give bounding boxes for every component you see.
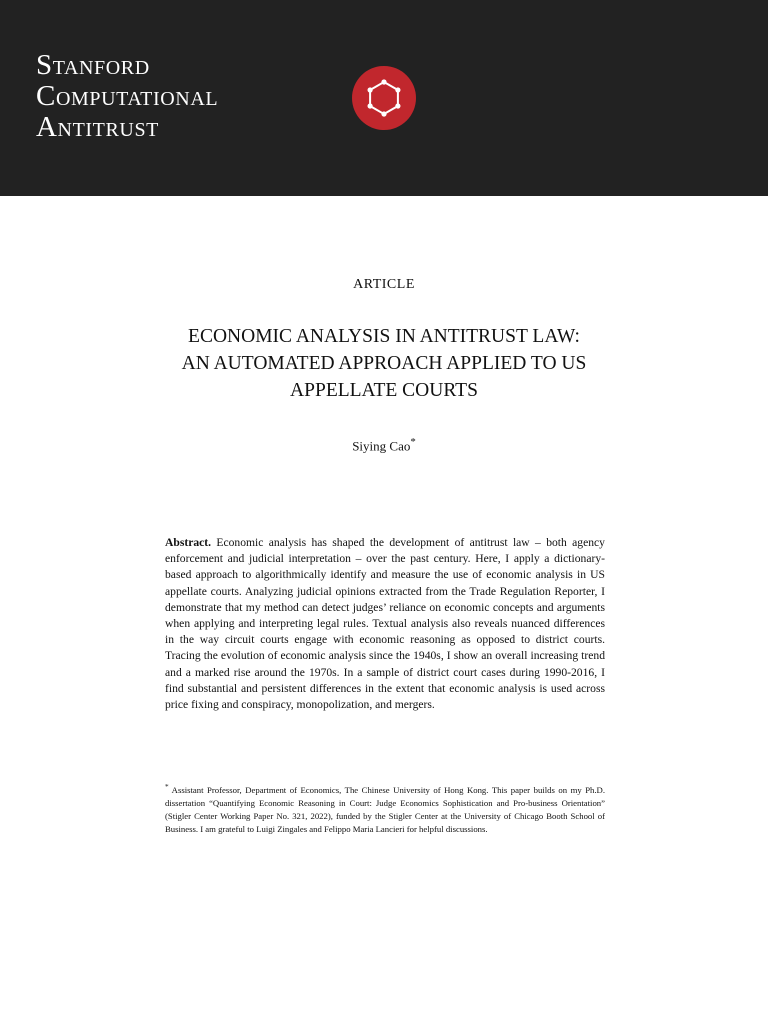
brand-line-1: Stanford (36, 49, 150, 81)
author-footnote-mark: * (410, 436, 416, 448)
article-type-label: ARTICLE (353, 277, 415, 292)
footnote (165, 781, 605, 836)
brand-line-2: Computational (36, 80, 219, 112)
title-line-1: ECONOMIC ANALYSIS IN ANTITRUST LAW: (188, 326, 580, 347)
abstract-text: Economic analysis has shaped the development of antitrust law – both agency enforcement and judicial interpretation – over the past century. Here, I apply a dictionary-based approach to algorithmically identify and measure the use of economic analysis in US appellate courts. Analyzing judicial opinions extracted from the Trade Regulation Reporter, I demonstrate that my method can detect judges’ reliance on economic concepts and arguments when applying and interpreting legal rules. Textual analysis also reveals nuanced differences in the way circuit courts engage with economic reasoning as opposed to district courts. Tracing the evolution of economic analysis since the 1940s, I show an overall increasing trend and a marked rise around the 1970s. In a sample of district court cases during 1990-2016, I find substantial and persistent differences in the extent that economic analysis is used across price fixing and conspiracy, monopolization, and mergers. (165, 536, 605, 712)
title-line-2: AN AUTOMATED APPROACH APPLIED TO US (181, 353, 587, 374)
abstract (165, 535, 605, 713)
brand-line-3: Antitrust (36, 111, 160, 143)
brand-wordmark (36, 50, 218, 143)
hexagon-network-icon (352, 66, 416, 130)
logo-circle (352, 66, 416, 130)
footnote-text: Assistant Professor, Department of Economics, The Chinese University of Hong Kong. This paper builds on my Ph.D. dissertation “Quantifying Economic Reasoning in Court: Judge Economics Sophistication and Pro-business Orientation” (Stigler Center Working Paper No. 321, 2022), funded by the Stigler Center at the University of Chicago Booth School of Business. I am grateful to Luigi Zingales and Felippo Maria Lancieri for helpful discussions. (165, 784, 605, 834)
page-header (0, 0, 768, 196)
title-line-3: APPELLATE COURTS (290, 380, 478, 401)
abstract-heading: Abstract. (165, 536, 212, 549)
footnote-mark: * (165, 783, 169, 791)
author-line (0, 436, 768, 454)
author-name: Siying Cao (352, 438, 411, 454)
article-title (150, 323, 618, 404)
